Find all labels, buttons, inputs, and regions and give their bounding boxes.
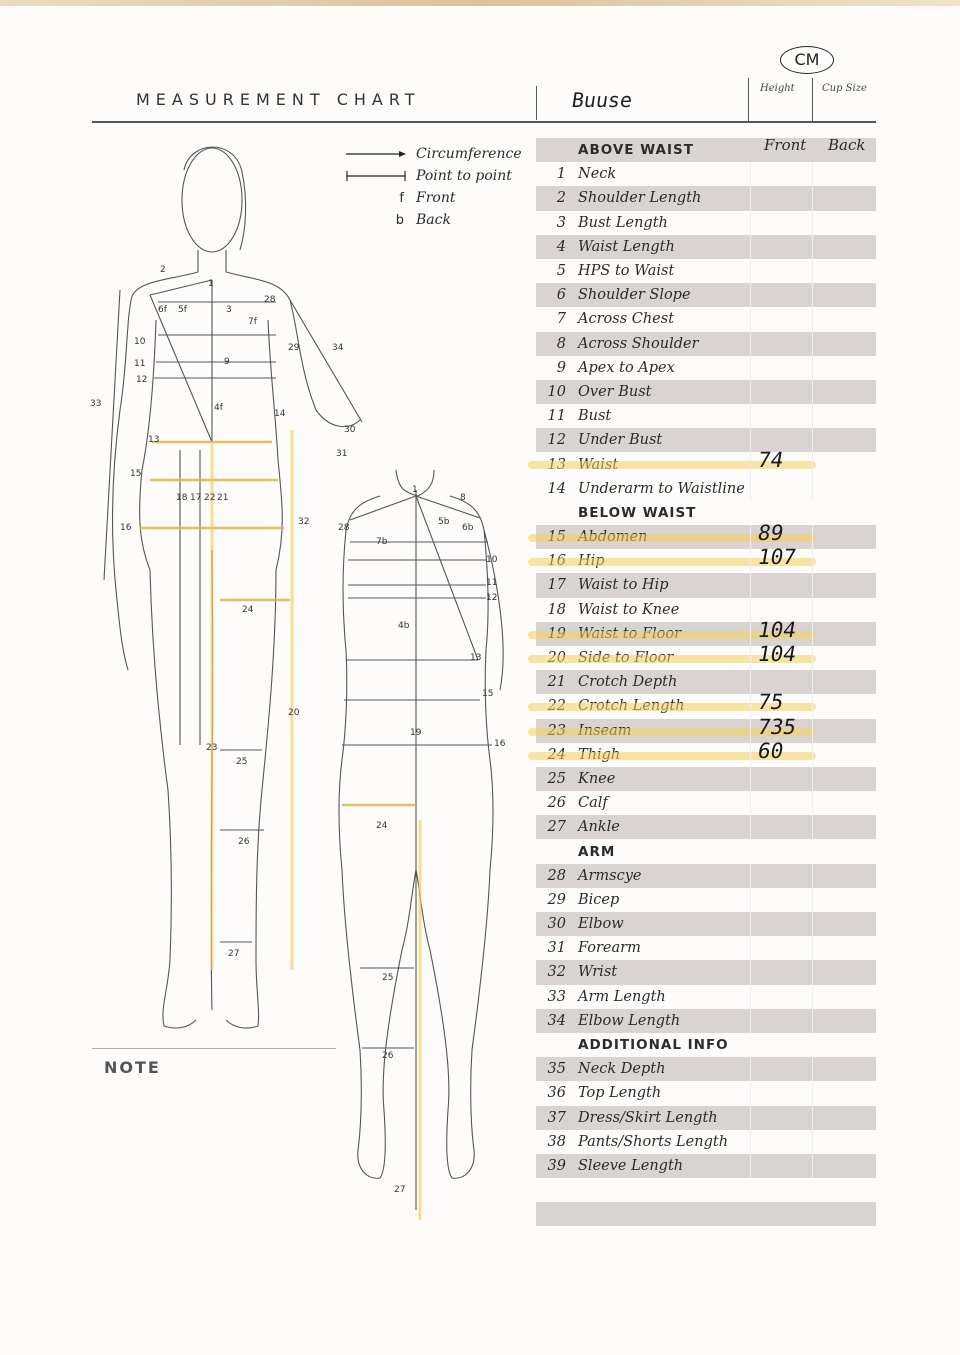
svg-text:34: 34 xyxy=(332,343,344,353)
back-cell[interactable] xyxy=(812,864,877,888)
row-number: 8 xyxy=(556,335,566,352)
back-cell[interactable] xyxy=(812,598,877,622)
svg-text:31: 31 xyxy=(336,449,348,459)
svg-text:7b: 7b xyxy=(376,537,388,547)
back-cell[interactable] xyxy=(812,1154,877,1178)
svg-text:11: 11 xyxy=(486,578,498,588)
front-cell[interactable] xyxy=(750,888,813,912)
back-cell[interactable] xyxy=(812,791,877,815)
svg-text:4f: 4f xyxy=(214,403,223,413)
blank-row xyxy=(536,1178,876,1202)
back-cell[interactable] xyxy=(812,1081,877,1105)
back-cell[interactable] xyxy=(812,307,877,331)
row-label: Bust Length xyxy=(578,214,668,231)
table-row xyxy=(536,738,876,767)
table-row xyxy=(536,235,876,259)
svg-text:27: 27 xyxy=(228,949,240,959)
row-label: Waist to Knee xyxy=(578,601,680,618)
header-divider xyxy=(748,78,749,122)
handwritten-value: 60 xyxy=(755,738,786,763)
svg-text:26: 26 xyxy=(238,837,250,847)
svg-text:20: 20 xyxy=(288,708,300,718)
svg-text:2: 2 xyxy=(160,265,166,275)
back-cell[interactable] xyxy=(812,332,877,356)
svg-text:13: 13 xyxy=(148,435,160,445)
table-row xyxy=(536,690,876,718)
row-label: Knee xyxy=(578,770,616,787)
table-row xyxy=(536,428,876,452)
legend-point-label: Point to point xyxy=(416,168,512,184)
back-cell[interactable] xyxy=(812,356,877,380)
front-cell[interactable] xyxy=(750,1009,813,1033)
back-cell[interactable] xyxy=(812,743,877,767)
section-title: ARM xyxy=(578,843,616,860)
row-label: Apex to Apex xyxy=(578,359,675,376)
table-row xyxy=(536,714,876,743)
svg-text:22: 22 xyxy=(204,493,216,503)
front-cell[interactable] xyxy=(750,864,813,888)
back-cell[interactable] xyxy=(812,960,877,984)
row-number: 37 xyxy=(547,1109,566,1126)
svg-text:1: 1 xyxy=(208,279,214,289)
table-row xyxy=(536,936,876,960)
svg-text:14: 14 xyxy=(274,409,286,419)
table-row xyxy=(536,448,876,476)
svg-text:9: 9 xyxy=(224,357,230,367)
front-cell[interactable] xyxy=(750,767,813,791)
svg-text:11: 11 xyxy=(134,359,146,369)
row-label: Elbow xyxy=(578,916,624,933)
handwritten-value: 735 xyxy=(755,714,799,739)
row-number: 7 xyxy=(556,311,566,328)
row-label: Waist to Hip xyxy=(578,577,669,594)
header-divider xyxy=(812,78,813,122)
svg-text:24: 24 xyxy=(376,821,388,831)
svg-text:6b: 6b xyxy=(462,523,474,533)
row-label: Shoulder Slope xyxy=(578,287,691,304)
row-number: 32 xyxy=(547,964,566,981)
row-number: 2 xyxy=(556,190,566,207)
front-cell[interactable] xyxy=(750,162,813,186)
svg-text:15: 15 xyxy=(130,469,142,479)
table-row xyxy=(536,380,876,404)
row-number: 14 xyxy=(547,480,566,497)
table-row xyxy=(536,332,876,356)
back-cell[interactable] xyxy=(812,162,877,186)
back-cell[interactable] xyxy=(812,985,877,1009)
row-number: 17 xyxy=(547,577,566,594)
front-figure xyxy=(104,147,362,1028)
table-row xyxy=(536,259,876,283)
row-label: Ankle xyxy=(578,819,620,836)
back-cell[interactable] xyxy=(812,936,877,960)
front-cell[interactable] xyxy=(750,1081,813,1105)
table-row xyxy=(536,404,876,428)
back-highlights xyxy=(342,805,420,1220)
svg-text:4b: 4b xyxy=(398,621,410,631)
table-row xyxy=(536,573,876,597)
svg-text:8: 8 xyxy=(460,493,466,503)
row-number: 5 xyxy=(556,263,566,280)
section-title: ABOVE WAIST xyxy=(578,142,694,159)
row-label: Calf xyxy=(578,795,608,812)
row-number: 9 xyxy=(556,359,566,376)
section-header-below-waist xyxy=(536,501,876,525)
front-cell[interactable] xyxy=(750,1106,813,1130)
svg-text:5b: 5b xyxy=(438,517,450,527)
row-label: Under Bust xyxy=(578,432,663,449)
row-number: 35 xyxy=(547,1061,566,1078)
front-cell[interactable] xyxy=(750,936,813,960)
back-cell[interactable] xyxy=(812,888,877,912)
front-cell[interactable] xyxy=(750,404,813,428)
row-label: Neck Depth xyxy=(578,1061,666,1078)
back-cell[interactable] xyxy=(812,767,877,791)
back-cell[interactable] xyxy=(812,428,877,452)
svg-text:12: 12 xyxy=(486,593,498,603)
row-label: Arm Length xyxy=(578,988,666,1005)
row-number: 10 xyxy=(547,383,566,400)
front-cell[interactable] xyxy=(750,985,813,1009)
table-row xyxy=(536,888,876,912)
svg-text:28: 28 xyxy=(264,295,276,305)
row-label: Shoulder Length xyxy=(578,190,702,207)
svg-text:7f: 7f xyxy=(248,317,257,327)
row-label: Bicep xyxy=(578,891,620,908)
row-number: 30 xyxy=(547,916,566,933)
back-cell[interactable] xyxy=(812,694,877,718)
svg-text:25: 25 xyxy=(382,973,394,983)
row-number: 6 xyxy=(556,287,566,304)
row-label: Bust xyxy=(578,408,612,425)
row-number: 29 xyxy=(547,891,566,908)
section-header-additional-info xyxy=(536,1033,876,1057)
back-cell[interactable] xyxy=(812,1130,877,1154)
front-cell[interactable] xyxy=(750,211,813,235)
svg-text:13: 13 xyxy=(470,653,482,663)
back-cell[interactable] xyxy=(812,211,877,235)
legend-front-label: Front xyxy=(416,190,456,206)
svg-text:10: 10 xyxy=(134,337,146,347)
row-number: 3 xyxy=(556,214,566,231)
back-cell[interactable] xyxy=(812,670,877,694)
back-cell[interactable] xyxy=(812,404,877,428)
row-number: 31 xyxy=(547,940,566,957)
svg-text:17: 17 xyxy=(190,493,202,503)
row-number: 1 xyxy=(556,166,566,183)
row-number: 33 xyxy=(547,988,566,1005)
table-row xyxy=(536,598,876,622)
row-label: Across Shoulder xyxy=(578,335,699,352)
back-cell[interactable] xyxy=(812,1057,877,1081)
row-number: 28 xyxy=(547,867,566,884)
row-label: Dress/Skirt Length xyxy=(578,1109,718,1126)
svg-text:24: 24 xyxy=(242,605,254,615)
front-cell[interactable] xyxy=(750,1057,813,1081)
header-rule xyxy=(92,121,876,123)
front-cell[interactable] xyxy=(750,307,813,331)
svg-text:5f: 5f xyxy=(178,305,187,315)
row-label: Neck xyxy=(578,166,617,183)
front-cell[interactable] xyxy=(750,186,813,210)
back-cell[interactable] xyxy=(812,477,877,501)
front-cell[interactable] xyxy=(750,791,813,815)
back-cell[interactable] xyxy=(812,912,877,936)
client-name: Buuse xyxy=(570,88,634,112)
back-cell[interactable] xyxy=(812,186,877,210)
row-number: 21 xyxy=(547,674,566,691)
front-numbers xyxy=(90,265,356,959)
back-cell[interactable] xyxy=(812,259,877,283)
section-header-arm xyxy=(536,839,876,863)
back-cell[interactable] xyxy=(812,573,877,597)
blank-shaded-row xyxy=(536,1202,876,1226)
front-cell[interactable] xyxy=(750,283,813,307)
handwritten-value: 74 xyxy=(755,448,786,473)
back-cell[interactable] xyxy=(812,646,877,670)
front-letter: f xyxy=(399,190,404,206)
svg-text:15: 15 xyxy=(482,689,494,699)
row-number: 11 xyxy=(547,408,566,425)
row-number: 34 xyxy=(547,1012,566,1029)
table-row xyxy=(536,283,876,307)
row-label: Crotch Depth xyxy=(578,674,678,691)
front-cell[interactable] xyxy=(750,1130,813,1154)
note-label: NOTE xyxy=(104,1058,161,1077)
table-row xyxy=(536,307,876,331)
back-cell[interactable] xyxy=(812,380,877,404)
row-number: 26 xyxy=(547,795,566,812)
page-title: MEASUREMENT CHART xyxy=(136,90,421,109)
back-column-header: Back xyxy=(828,136,866,154)
table-row xyxy=(536,356,876,380)
section-title: BELOW WAIST xyxy=(578,504,697,521)
svg-text:1: 1 xyxy=(412,485,418,495)
back-cell[interactable] xyxy=(812,525,877,549)
row-label: Waist Length xyxy=(578,238,675,255)
table-row xyxy=(536,545,876,573)
svg-text:25: 25 xyxy=(236,757,248,767)
front-cell[interactable] xyxy=(750,356,813,380)
row-number: 39 xyxy=(547,1157,566,1174)
back-cell[interactable] xyxy=(812,815,877,839)
table-row xyxy=(536,1057,876,1081)
svg-text:32: 32 xyxy=(298,517,310,527)
svg-text:33: 33 xyxy=(90,399,102,409)
row-number: 36 xyxy=(547,1085,566,1102)
svg-text:23: 23 xyxy=(206,743,218,753)
table-row xyxy=(536,815,876,839)
back-cell[interactable] xyxy=(812,283,877,307)
front-cell[interactable] xyxy=(750,960,813,984)
row-number: 4 xyxy=(556,238,566,255)
back-cell[interactable] xyxy=(812,1106,877,1130)
top-edge-strip xyxy=(0,0,960,6)
front-cell[interactable] xyxy=(750,259,813,283)
table-row xyxy=(536,791,876,815)
table-row xyxy=(536,985,876,1009)
svg-text:16: 16 xyxy=(494,739,506,749)
row-label: Armscye xyxy=(578,867,642,884)
svg-text:10: 10 xyxy=(486,555,498,565)
table-row xyxy=(536,960,876,984)
row-number: 27 xyxy=(547,819,566,836)
table-row xyxy=(536,211,876,235)
height-label: Height xyxy=(760,83,795,94)
table-row xyxy=(536,1009,876,1033)
back-numbers xyxy=(338,485,506,1195)
row-label: Over Bust xyxy=(578,383,652,400)
table-row xyxy=(536,1081,876,1105)
table-row xyxy=(536,912,876,936)
row-label: Wrist xyxy=(578,964,618,981)
row-number: 12 xyxy=(547,432,566,449)
back-cell[interactable] xyxy=(812,235,877,259)
cup-size-label: Cup Size xyxy=(822,83,867,94)
svg-text:12: 12 xyxy=(136,375,148,385)
section-title: ADDITIONAL INFO xyxy=(578,1037,729,1054)
table-row xyxy=(536,670,876,694)
section-header-above-waist xyxy=(536,138,876,162)
note-divider xyxy=(92,1048,336,1049)
row-number: 25 xyxy=(547,770,566,787)
row-label: Pants/Shorts Length xyxy=(578,1133,729,1150)
front-cell[interactable] xyxy=(750,477,813,501)
svg-text:29: 29 xyxy=(288,343,300,353)
front-column-header: Front xyxy=(764,136,807,154)
back-cell[interactable] xyxy=(812,549,877,573)
front-cell[interactable] xyxy=(750,815,813,839)
table-row xyxy=(536,521,876,549)
name-field-box xyxy=(536,86,749,120)
table-row xyxy=(536,617,876,646)
table-row xyxy=(536,186,876,210)
row-label: Elbow Length xyxy=(578,1012,681,1029)
back-cell[interactable] xyxy=(812,719,877,743)
row-number: 38 xyxy=(547,1133,566,1150)
legend-back-label: Back xyxy=(416,212,451,228)
svg-text:19: 19 xyxy=(410,728,422,738)
table-row xyxy=(536,477,876,501)
unit-circle: CM xyxy=(780,46,834,74)
handwritten-value: 89 xyxy=(755,521,786,545)
svg-text:27: 27 xyxy=(394,1185,406,1195)
handwritten-value: 104 xyxy=(755,641,799,666)
svg-text:30: 30 xyxy=(344,425,356,435)
handwritten-value: 104 xyxy=(755,617,799,642)
handwritten-value: 107 xyxy=(755,545,799,570)
front-cell[interactable] xyxy=(750,1154,813,1178)
table-row xyxy=(536,864,876,888)
row-label: HPS to Waist xyxy=(578,263,675,280)
table-row xyxy=(536,1130,876,1154)
table-row xyxy=(536,1154,876,1178)
row-label: Across Chest xyxy=(578,311,675,328)
svg-text:18: 18 xyxy=(176,493,188,503)
back-cell[interactable] xyxy=(812,452,877,476)
front-cell[interactable] xyxy=(750,912,813,936)
row-number: 18 xyxy=(547,601,566,618)
measurement-table xyxy=(536,138,876,1226)
row-label: Top Length xyxy=(578,1085,662,1102)
svg-text:26: 26 xyxy=(382,1051,394,1061)
legend-circumference-label: Circumference xyxy=(416,146,522,162)
svg-text:6f: 6f xyxy=(158,305,167,315)
svg-text:3: 3 xyxy=(226,305,232,315)
svg-text:16: 16 xyxy=(120,523,132,533)
handwritten-value: 75 xyxy=(755,690,786,715)
row-label: Sleeve Length xyxy=(578,1157,684,1174)
front-cell[interactable] xyxy=(750,380,813,404)
back-letter: b xyxy=(395,212,404,228)
svg-text:28: 28 xyxy=(338,523,350,533)
back-cell[interactable] xyxy=(812,1009,877,1033)
table-row xyxy=(536,1106,876,1130)
table-row xyxy=(536,162,876,186)
svg-text:21: 21 xyxy=(217,493,229,503)
front-cell[interactable] xyxy=(750,235,813,259)
front-cell[interactable] xyxy=(750,573,813,597)
table-row xyxy=(536,641,876,670)
row-label: Forearm xyxy=(578,940,641,957)
table-row xyxy=(536,767,876,791)
front-highlights xyxy=(140,430,292,970)
front-cell[interactable] xyxy=(750,332,813,356)
back-cell[interactable] xyxy=(812,622,877,646)
row-label: Underarm to Waistline xyxy=(578,480,745,497)
